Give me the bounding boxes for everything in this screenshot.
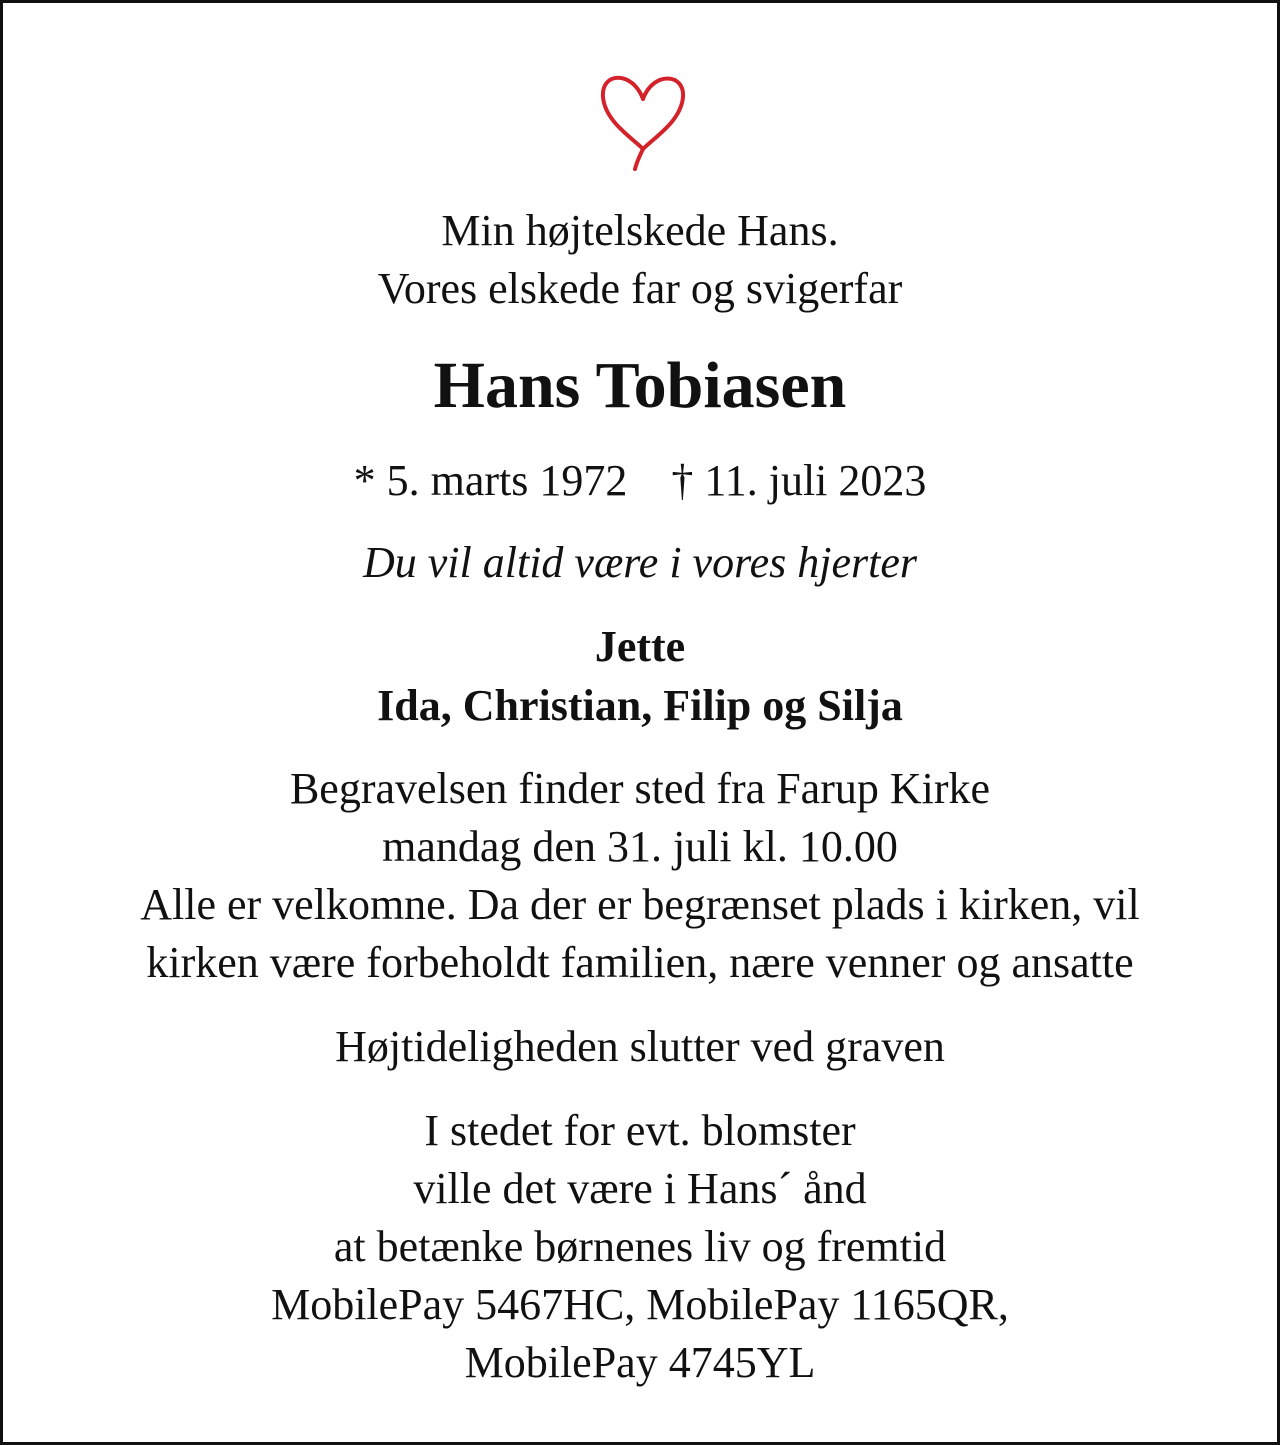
birth-date: 5. marts 1972	[386, 456, 628, 505]
family-line-2: Ida, Christian, Filip og Silja	[377, 681, 903, 730]
death-date: 11. juli 2023	[704, 456, 927, 505]
funeral-line-2: mandag den 31. juli kl. 10.00	[382, 822, 898, 871]
donations-line-5: MobilePay 4745YL	[464, 1338, 816, 1387]
funeral-line-4: kirken være forbeholdt familien, nære venner og ansatte	[146, 938, 1134, 987]
funeral-line-1: Begravelsen finder sted fra Farup Kirke	[289, 764, 991, 813]
deceased-name: Hans Tobiasen	[433, 349, 847, 422]
donations-line-2: ville det være i Hans´ ånd	[413, 1164, 867, 1213]
birth-symbol: *	[353, 456, 376, 505]
funeral-line-3: Alle er velkomne. Da der er begrænset plads i kirken, vil	[140, 880, 1140, 929]
donations-line-3: at betænke børnenes liv og fremtid	[333, 1222, 947, 1271]
donations-line-4: MobilePay 5467HC, MobilePay 1165QR,	[271, 1280, 1009, 1329]
death-symbol: †	[671, 456, 694, 505]
closing-line: Højtideligheden slutter ved graven	[335, 1022, 945, 1071]
intro-line-1: Min højtelskede Hans.	[441, 206, 839, 255]
family-line-1: Jette	[594, 622, 686, 671]
epitaph: Du vil altid være i vores hjerter	[363, 538, 917, 587]
intro-line-2: Vores elskede far og svigerfar	[377, 264, 903, 313]
life-dates	[3, 456, 1277, 505]
heart-icon	[593, 65, 693, 175]
donations-line-1: I stedet for evt. blomster	[424, 1106, 856, 1155]
